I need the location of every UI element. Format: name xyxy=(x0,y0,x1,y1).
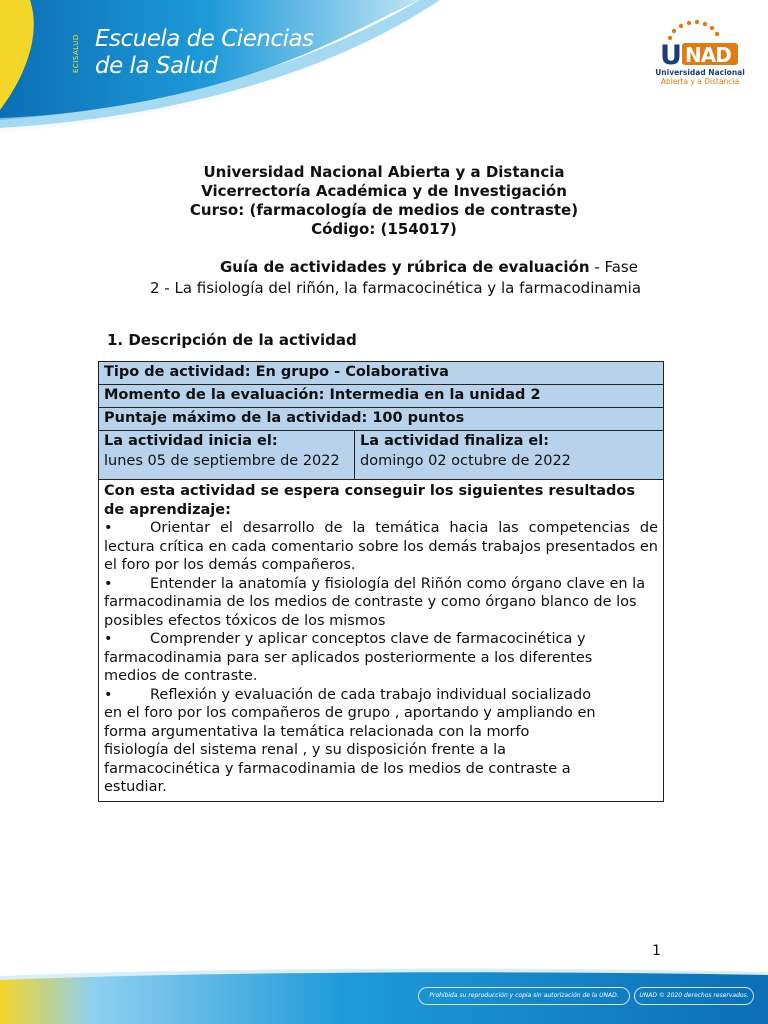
guide-title-bold: Guía de actividades y rúbrica de evaluación xyxy=(220,258,590,276)
guide-title xyxy=(150,257,670,299)
svg-text:NAD: NAD xyxy=(685,43,731,67)
logo-sub-line1: Universidad Nacional xyxy=(655,68,745,77)
title-university: Universidad Nacional Abierta y a Distancia xyxy=(203,163,565,181)
school-name-line1: Escuela de Ciencias xyxy=(95,26,314,52)
learning-outcomes xyxy=(99,480,664,802)
title-vicerrectoria: Vicerrectoría Académica y de Investigación xyxy=(201,182,567,200)
table-row xyxy=(99,480,664,802)
section-title: 1. Descripción de la actividad xyxy=(107,331,357,349)
start-date-label: La actividad inicia el: xyxy=(104,433,278,449)
table-row xyxy=(99,385,664,408)
end-date-label: La actividad finaliza el: xyxy=(360,433,550,449)
guide-title-line2: 2 - La fisiología del riñón, la farmacocinética y la farmacodinamia xyxy=(150,279,642,297)
page-number: 1 xyxy=(652,943,661,959)
outcome-text: Orientar el desarrollo de la temática hacia las competencias de lectura crítica en cada comentario sobre los demás trabajos presentados en el foro por los demás compañeros. xyxy=(104,520,658,573)
table-row xyxy=(99,362,664,385)
max-score: Puntaje máximo de la actividad: 100 puntos xyxy=(104,410,465,426)
footer-copyright: UNAD © 2020 derechos reservados. xyxy=(634,987,754,1005)
list-item xyxy=(104,519,658,575)
outcome-text: Reflexión y evaluación de cada trabajo individual socializado en el foro por los compañeros de grupo , aportando y ampliando en forma argumentativa la temática relacionada con la morfo fisiología del sistema renal , y su disposición frente a la farmacocinética y farmacodinamia de los medios de contraste a estudiar. xyxy=(104,686,596,795)
table-row xyxy=(99,431,664,480)
start-date-value: lunes 05 de septiembre de 2022 xyxy=(104,453,340,469)
bullet-glyph: • xyxy=(104,575,113,592)
bullet-glyph: • xyxy=(104,631,113,647)
title-code: Código: (154017) xyxy=(311,220,457,238)
footer-notice: Prohibida su reproducción y copia sin autorización de la UNAD. xyxy=(418,987,630,1005)
document-titles xyxy=(0,163,768,239)
evaluation-moment: Momento de la evaluación: Intermedia en la unidad 2 xyxy=(104,387,541,403)
school-name xyxy=(95,26,314,80)
title-course: Curso: (farmacología de medios de contraste) xyxy=(189,201,579,219)
bullet-glyph: • xyxy=(104,686,113,703)
outcome-text: Entender la anatomía y fisiología del Riñón como órgano clave en la farmacodinamia de los medios de contraste y como órgano blanco de los posibles efectos tóxicos de los mismos xyxy=(104,575,646,629)
list-item xyxy=(104,575,658,631)
logo-sub-line2: Abierta y a Distancia xyxy=(660,77,740,86)
guide-title-phase: - Fase xyxy=(589,258,638,276)
table-row xyxy=(99,408,664,431)
list-item xyxy=(104,686,658,797)
learning-outcomes-heading: Con esta actividad se espera conseguir los siguientes resultados de aprendizaje: xyxy=(104,483,635,518)
bullet-glyph: • xyxy=(104,520,113,536)
activity-table xyxy=(98,361,664,802)
logo-subtitle xyxy=(650,68,750,86)
school-side-label: ECISALUD xyxy=(72,34,80,74)
activity-type: Tipo de actividad: En grupo - Colaborativa xyxy=(104,364,449,380)
end-date-value: domingo 02 octubre de 2022 xyxy=(360,453,571,469)
svg-text:U: U xyxy=(660,40,680,68)
school-name-line2: de la Salud xyxy=(95,53,218,79)
list-item xyxy=(104,630,658,686)
outcome-text: Comprender y aplicar conceptos clave de farmacocinética y farmacodinamia para ser aplicados posteriormente a los diferentes medios de contraste. xyxy=(104,631,593,684)
